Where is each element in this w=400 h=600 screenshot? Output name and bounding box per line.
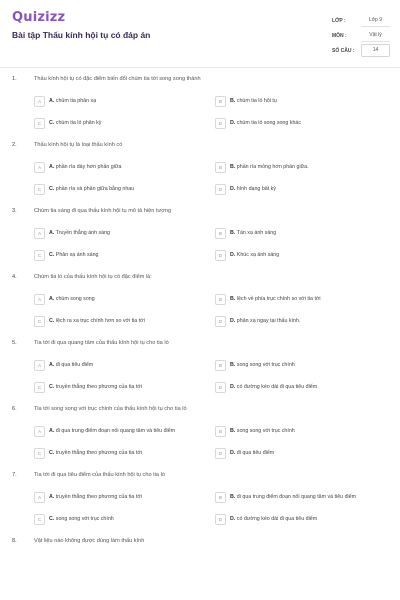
question-item bbox=[0, 268, 400, 334]
option-text bbox=[49, 428, 199, 435]
option-checkbox[interactable]: C bbox=[34, 316, 45, 327]
option-letter: D. bbox=[230, 516, 236, 522]
question-line bbox=[0, 202, 400, 224]
option-checkbox[interactable]: C bbox=[34, 382, 45, 393]
option-label: Phản xạ ánh sáng bbox=[55, 252, 99, 258]
option-text bbox=[230, 296, 380, 303]
option-label: chùm tia ló phân kỳ bbox=[55, 120, 102, 126]
answer-option[interactable] bbox=[34, 488, 215, 510]
question-list bbox=[0, 70, 400, 554]
option-text bbox=[49, 164, 199, 171]
question-item bbox=[0, 400, 400, 466]
option-checkbox[interactable]: A bbox=[34, 162, 45, 173]
option-checkbox[interactable]: D bbox=[215, 184, 226, 195]
option-letter: A. bbox=[49, 428, 55, 434]
option-label: phần rìa dày hơn phần giữa bbox=[55, 164, 122, 170]
option-letter: D. bbox=[230, 318, 236, 324]
meta-count-value: 14 bbox=[361, 44, 390, 57]
option-checkbox[interactable]: D bbox=[215, 448, 226, 459]
option-label: Tán xạ ánh sáng bbox=[236, 230, 277, 236]
option-checkbox[interactable]: A bbox=[34, 228, 45, 239]
option-letter: C. bbox=[49, 252, 55, 258]
option-checkbox[interactable]: B bbox=[215, 162, 226, 173]
option-label: lệch về phía trục chính so với tia tới bbox=[236, 296, 321, 302]
question-line bbox=[0, 400, 400, 422]
question-item bbox=[0, 532, 400, 554]
answer-option[interactable] bbox=[34, 92, 215, 114]
option-text bbox=[230, 450, 380, 457]
option-text bbox=[230, 494, 380, 501]
option-text bbox=[49, 296, 199, 303]
question-number: 6. bbox=[12, 406, 17, 412]
option-label: song song với trục chính bbox=[236, 428, 295, 434]
question-text: Tia tới song song với trục chính của thấu kính hội tụ cho tia ló bbox=[34, 406, 187, 412]
answer-option[interactable] bbox=[215, 92, 396, 114]
option-letter: D. bbox=[230, 450, 236, 456]
question-number: 2. bbox=[12, 142, 17, 148]
question-number: 5. bbox=[12, 340, 17, 346]
question-text: Chùm tia ló của thấu kính hội tụ có đặc điểm là: bbox=[34, 274, 152, 280]
question-number: 8. bbox=[12, 538, 17, 544]
option-checkbox[interactable]: A bbox=[34, 96, 45, 107]
option-letter: B. bbox=[230, 296, 236, 302]
question-item bbox=[0, 70, 400, 136]
option-label: phần rìa và phần giữa bằng nhau bbox=[55, 186, 135, 192]
answer-option[interactable] bbox=[215, 158, 396, 180]
meta-grade-value: Lớp 9 bbox=[361, 15, 390, 27]
header-divider bbox=[0, 67, 400, 68]
question-item bbox=[0, 334, 400, 400]
option-label: truyền thẳng theo phương của tia tới bbox=[55, 450, 142, 456]
question-text: Tia tới đi qua quang tâm của thấu kính hội tụ cho tia ló bbox=[34, 340, 169, 346]
option-letter: C. bbox=[49, 318, 55, 324]
option-text bbox=[230, 230, 380, 237]
answer-options bbox=[0, 92, 400, 136]
option-checkbox[interactable]: B bbox=[215, 360, 226, 371]
option-letter: C. bbox=[49, 120, 55, 126]
option-label: truyền thẳng theo phương của tia tới bbox=[55, 494, 142, 500]
option-text bbox=[49, 252, 199, 259]
option-checkbox[interactable]: D bbox=[215, 316, 226, 327]
option-letter: B. bbox=[230, 362, 236, 368]
question-line bbox=[0, 70, 400, 92]
answer-option[interactable] bbox=[34, 356, 215, 378]
worksheet-title: Bài tập Thấu kính hội tụ có đáp án bbox=[12, 30, 151, 40]
option-label: đi qua tiêu điểm bbox=[55, 362, 94, 368]
option-checkbox[interactable]: B bbox=[215, 492, 226, 503]
option-checkbox[interactable]: C bbox=[34, 184, 45, 195]
option-label: chùm tia ló song song khác bbox=[236, 120, 301, 126]
option-checkbox[interactable]: B bbox=[215, 228, 226, 239]
option-text bbox=[49, 230, 199, 237]
answer-option[interactable] bbox=[215, 510, 396, 532]
option-text bbox=[230, 98, 380, 105]
option-label: Khúc xạ ánh sáng bbox=[236, 252, 280, 258]
answer-option[interactable] bbox=[34, 290, 215, 312]
meta-count-label: SỐ CÂU : bbox=[332, 47, 355, 54]
question-line bbox=[0, 136, 400, 158]
question-text: Thấu kính hội tụ có đặc điểm biến đổi chùm tia tới song song thành bbox=[34, 76, 201, 82]
answer-option[interactable] bbox=[34, 378, 215, 400]
option-label: chùm tia phản xạ bbox=[55, 98, 97, 104]
question-number: 3. bbox=[12, 208, 17, 214]
answer-option[interactable] bbox=[215, 356, 396, 378]
option-label: có đường kéo dài đi qua tiêu điểm bbox=[236, 384, 318, 390]
option-label: đi qua trung điểm đoạn nối quang tâm và tiêu điểm bbox=[55, 428, 176, 434]
meta-subject bbox=[332, 28, 390, 43]
question-line bbox=[0, 268, 400, 290]
option-label: lệch ra xa trục chính hơn so với tia tới bbox=[55, 318, 145, 324]
question-line bbox=[0, 532, 400, 554]
answer-options bbox=[0, 224, 400, 268]
option-letter: B. bbox=[230, 164, 236, 170]
option-text bbox=[230, 252, 380, 259]
answer-option[interactable] bbox=[34, 246, 215, 268]
option-text bbox=[49, 186, 199, 193]
option-checkbox[interactable]: D bbox=[215, 250, 226, 261]
answer-options bbox=[0, 290, 400, 334]
option-checkbox[interactable]: A bbox=[34, 294, 45, 305]
worksheet-meta bbox=[332, 13, 390, 58]
option-text bbox=[230, 186, 380, 193]
question-number: 1. bbox=[12, 76, 17, 82]
option-letter: C. bbox=[49, 516, 55, 522]
question-text: Vật liệu nào không được dùng làm thấu kính bbox=[34, 538, 145, 544]
question-line bbox=[0, 466, 400, 488]
option-label: phần rìa mỏng hơn phần giữa. bbox=[236, 164, 309, 170]
option-letter: D. bbox=[230, 384, 236, 390]
option-checkbox[interactable]: B bbox=[215, 96, 226, 107]
answer-options bbox=[0, 158, 400, 202]
option-letter: A. bbox=[49, 362, 55, 368]
option-letter: D. bbox=[230, 186, 236, 192]
answer-options bbox=[0, 488, 400, 532]
meta-subject-label: MÔN : bbox=[332, 32, 347, 39]
meta-grade-label: LỚP : bbox=[332, 17, 346, 24]
option-text bbox=[230, 428, 380, 435]
option-label: phản xạ ngay tại thấu kính. bbox=[236, 318, 301, 324]
option-checkbox[interactable]: B bbox=[215, 426, 226, 437]
answer-option[interactable] bbox=[34, 422, 215, 444]
option-text bbox=[230, 164, 380, 171]
option-label: truyền thẳng theo phương của tia tới bbox=[55, 384, 142, 390]
option-checkbox[interactable]: D bbox=[215, 118, 226, 129]
answer-option[interactable] bbox=[215, 224, 396, 246]
option-checkbox[interactable]: A bbox=[34, 360, 45, 371]
quizizz-logo[interactable]: Quizizz bbox=[12, 10, 66, 25]
option-checkbox[interactable]: B bbox=[215, 294, 226, 305]
option-letter: C. bbox=[49, 384, 55, 390]
answer-option[interactable] bbox=[34, 180, 215, 202]
option-letter: A. bbox=[49, 494, 55, 500]
option-checkbox[interactable]: C bbox=[34, 514, 45, 525]
option-text bbox=[230, 362, 380, 369]
option-text bbox=[230, 384, 380, 391]
meta-grade bbox=[332, 13, 390, 28]
answer-option[interactable] bbox=[215, 114, 396, 136]
option-text bbox=[49, 384, 199, 391]
option-text bbox=[49, 450, 199, 457]
answer-option[interactable] bbox=[215, 444, 396, 466]
answer-options bbox=[0, 422, 400, 466]
option-text bbox=[49, 318, 199, 325]
question-text: Tia tới đi qua tiêu điểm của thấu kính hội tụ cho tia ló bbox=[34, 472, 165, 478]
option-checkbox[interactable]: C bbox=[34, 250, 45, 261]
answer-option[interactable] bbox=[215, 290, 396, 312]
option-label: chùm song song bbox=[55, 296, 95, 302]
question-number: 7. bbox=[12, 472, 17, 478]
answer-option[interactable] bbox=[34, 444, 215, 466]
question-line bbox=[0, 334, 400, 356]
option-label: có đường kéo dài đi qua tiêu điểm bbox=[236, 516, 318, 522]
option-label: đi qua trung điểm đoạn nối quang tâm và tiêu điểm bbox=[236, 494, 357, 500]
answer-option[interactable] bbox=[215, 312, 396, 334]
option-text bbox=[230, 120, 380, 127]
option-letter: B. bbox=[230, 98, 236, 104]
meta-count bbox=[332, 43, 390, 58]
answer-option[interactable] bbox=[215, 422, 396, 444]
question-number: 4. bbox=[12, 274, 17, 280]
option-letter: A. bbox=[49, 230, 55, 236]
answer-options bbox=[0, 356, 400, 400]
option-label: chùm tia ló hội tụ bbox=[236, 98, 277, 104]
option-letter: C. bbox=[49, 186, 55, 192]
option-letter: B. bbox=[230, 494, 236, 500]
option-letter: C. bbox=[49, 450, 55, 456]
option-label: đi qua tiêu điểm bbox=[236, 450, 275, 456]
option-letter: B. bbox=[230, 428, 236, 434]
answer-option[interactable] bbox=[34, 114, 215, 136]
option-text bbox=[49, 516, 199, 523]
option-label: Truyền thẳng ánh sáng bbox=[55, 230, 110, 236]
answer-option[interactable] bbox=[34, 224, 215, 246]
option-label: song song với trục chính bbox=[55, 516, 114, 522]
worksheet-header bbox=[0, 0, 400, 64]
option-text bbox=[49, 98, 199, 105]
option-checkbox[interactable]: D bbox=[215, 514, 226, 525]
answer-option[interactable] bbox=[215, 378, 396, 400]
answer-option[interactable] bbox=[34, 510, 215, 532]
option-text bbox=[230, 318, 380, 325]
question-text: Chùm tia sáng đi qua thấu kính hội tụ mô tả hiện tượng bbox=[34, 208, 172, 214]
option-checkbox[interactable]: C bbox=[34, 118, 45, 129]
option-text bbox=[49, 362, 199, 369]
answer-option[interactable] bbox=[215, 180, 396, 202]
option-letter: A. bbox=[49, 164, 55, 170]
option-letter: B. bbox=[230, 230, 236, 236]
answer-option[interactable] bbox=[34, 312, 215, 334]
question-item bbox=[0, 136, 400, 202]
option-checkbox[interactable]: A bbox=[34, 426, 45, 437]
option-letter: D. bbox=[230, 120, 236, 126]
answer-option[interactable] bbox=[215, 488, 396, 510]
option-letter: A. bbox=[49, 296, 55, 302]
answer-option[interactable] bbox=[215, 246, 396, 268]
option-checkbox[interactable]: D bbox=[215, 382, 226, 393]
option-label: hình dạng bất kỳ bbox=[236, 186, 276, 192]
question-text: Thấu kính hội tụ là loại thấu kính có bbox=[34, 142, 123, 148]
option-text bbox=[230, 516, 380, 523]
option-text bbox=[49, 120, 199, 127]
option-text bbox=[49, 494, 199, 501]
question-item bbox=[0, 202, 400, 268]
option-checkbox[interactable]: C bbox=[34, 448, 45, 459]
option-letter: D. bbox=[230, 252, 236, 258]
option-label: song song với trục chính bbox=[236, 362, 295, 368]
meta-subject-value: Vật lý bbox=[361, 30, 390, 42]
option-checkbox[interactable]: A bbox=[34, 492, 45, 503]
option-letter: A. bbox=[49, 98, 55, 104]
answer-option[interactable] bbox=[34, 158, 215, 180]
question-item bbox=[0, 466, 400, 532]
